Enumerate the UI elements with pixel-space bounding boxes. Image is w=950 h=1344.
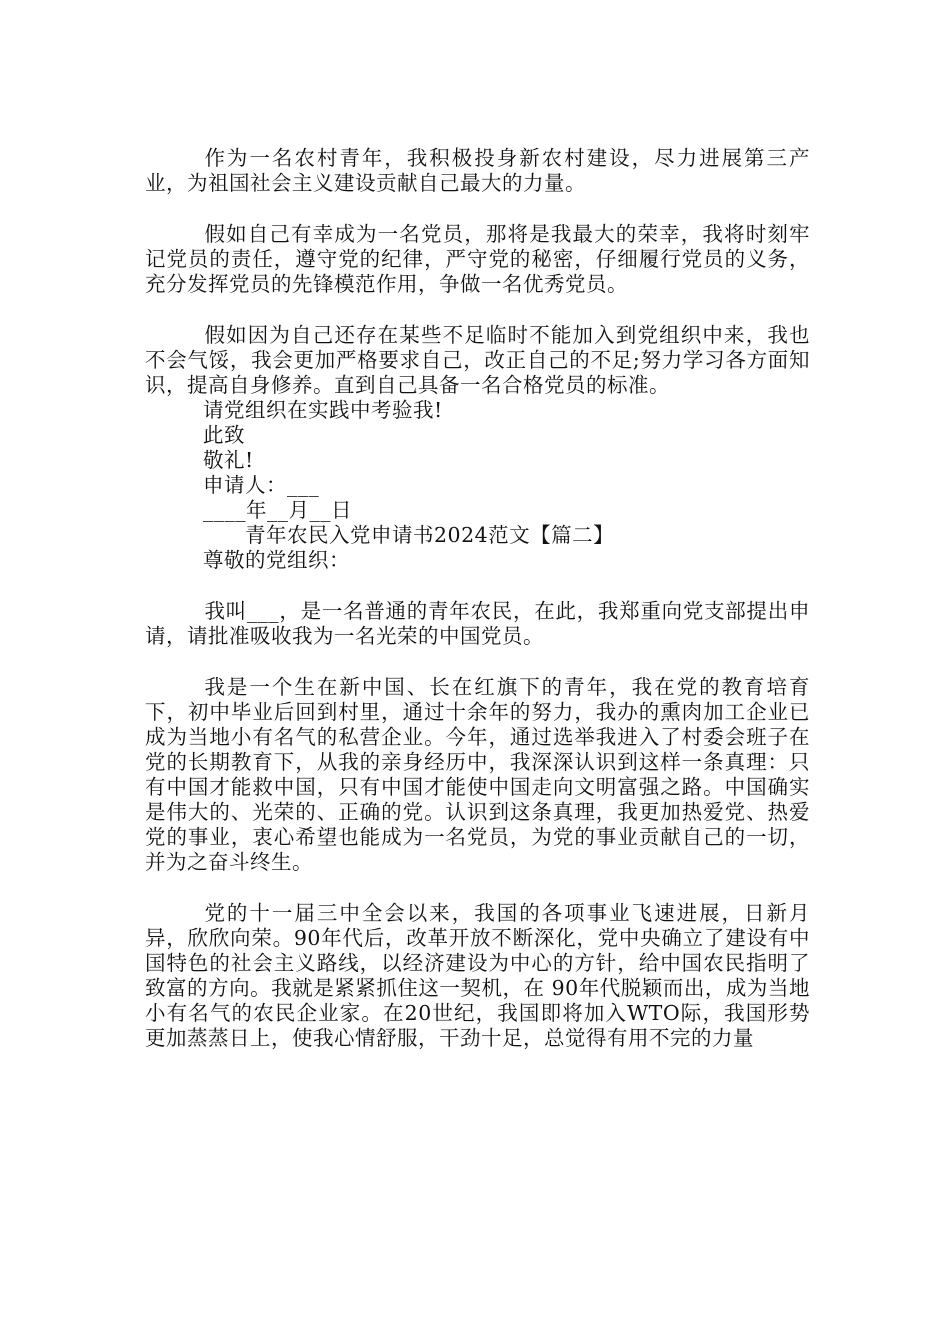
date-line: ____年__月__日 <box>203 498 352 522</box>
applicant-line: 申请人：___ <box>203 473 320 497</box>
paragraph: 作为一名农村青年，我积极投身新农村建设，尽力进展第三产业，为祖国社会主义建设贡献自己最大的力量。 <box>145 146 810 195</box>
document-body <box>145 146 810 1051</box>
paragraph: 假如因为自己还存在某些不足临时不能加入到党组织中来，我也不会气馁，我会更加严格要求自己，改正自己的不足;努力学习各方面知识，提高自身修养。直到自己具备一名合格党员的标准。 <box>145 323 810 397</box>
paragraph: 假如自己有幸成为一名党员，那将是我最大的荣幸，我将时刻牢记党员的责任，遵守党的纪律，严守党的秘密，仔细履行党员的义务，充分发挥党员的先锋模范作用，争做一名优秀党员。 <box>145 222 810 296</box>
closing-request: 请党组织在实践中考验我! <box>203 398 443 422</box>
section-title: 青年农民入党申请书2024范文【篇二】 <box>245 523 615 547</box>
paragraph: 我是一个生在新中国、长在红旗下的青年，我在党的教育培育下，初中毕业后回到村里，通过十余年的努力，我办的熏肉加工企业已成为当地小有名气的私营企业。今年，通过选举我进入了村委会班子在党的长期教育下，从我的亲身经历中，我深深认识到这样一条真理：只有中国才能救中国，只有中国才能使中国走向文明富强之路。中国确实是伟大的、光荣的、正确的党。认识到这条真理，我更加热爱党、热爱党的事业，衷心希望也能成为一名党员，为党的事业贡献自己的一切，并为之奋斗终生。 <box>145 675 810 874</box>
salutation-2: 敬礼! <box>203 448 254 472</box>
salutation-1: 此致 <box>203 423 245 447</box>
paragraph: 党的十一届三中全会以来，我国的各项事业飞速进展，日新月异，欣欣向荣。90年代后，改革开放不断深化，党中央确立了建设有中国特色的社会主义路线，以经济建设为中心的方针，给中国农民指明了致富的方向。我就是紧紧抓住这一契机，在 90年代脱颖而出，成为当地小有名气的农民企业家。在20世纪，我国即将加入WTO际，我国形势更加蒸蒸日上，使我心情舒服，干劲十足，总觉得有用不完的力量 <box>145 901 810 1050</box>
greeting: 尊敬的党组织： <box>203 548 350 572</box>
paragraph: 我叫___，是一名普通的青年农民，在此，我郑重向党支部提出申请，请批准吸收我为一名光荣的中国党员。 <box>145 599 810 648</box>
